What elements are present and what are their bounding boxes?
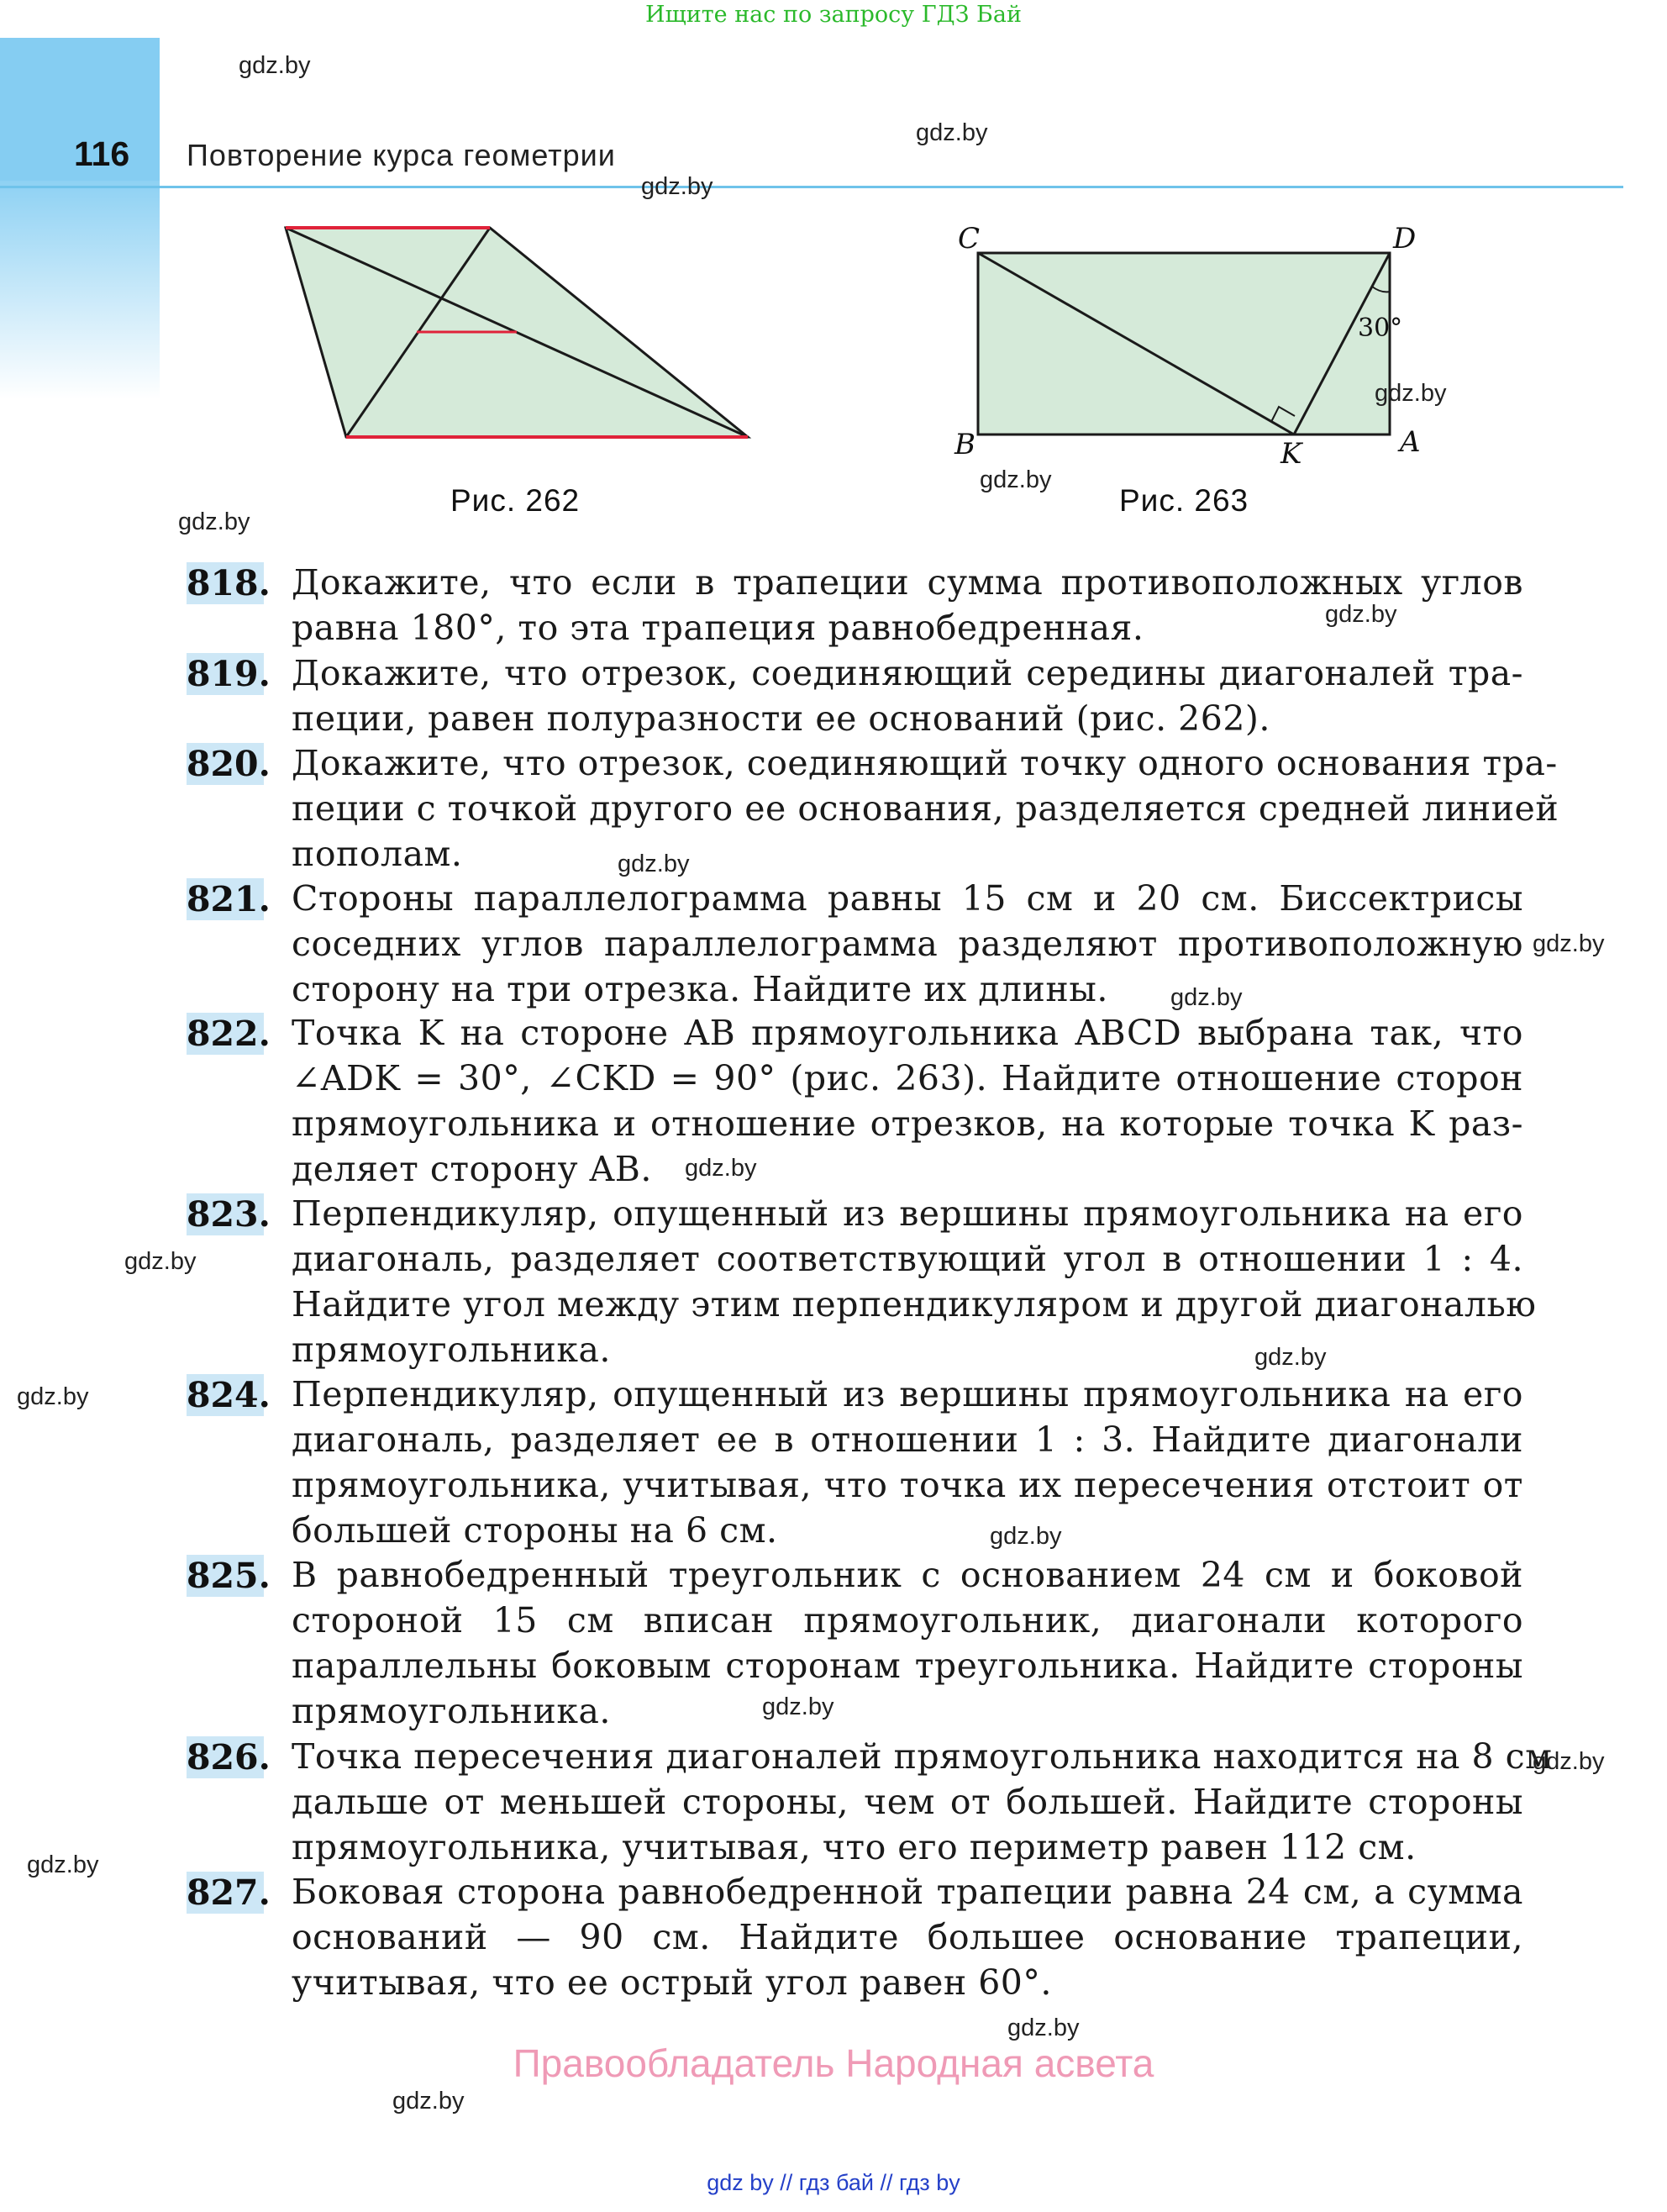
watermark: gdz.by xyxy=(1375,380,1447,407)
watermark: gdz.by xyxy=(762,1693,834,1720)
figure-263-rectangle xyxy=(941,214,1445,475)
problem-text-line: В равнобедренный треугольник с основанием 24 см и боковой xyxy=(292,1555,1523,1595)
problem-text-line: параллельны боковым сторонам треугольника. Найдите стороны xyxy=(292,1646,1523,1686)
problem-text-line: Стороны параллелограмма равны 15 см и 20 см. Биссектрисы xyxy=(292,878,1523,919)
problem-text-line: Точка пересечения диагоналей прямоугольника находится на 8 см xyxy=(292,1736,1553,1777)
problem-text-line: соседних углов параллелограмма разделяют противоположную xyxy=(292,924,1523,964)
label-K: K xyxy=(1280,437,1302,471)
page-header-title: Повторение курса геометрии xyxy=(187,138,616,172)
problem-text-line: диагональ, разделяет ее в отношении 1 : 3. Найдите диагонали xyxy=(292,1419,1523,1460)
label-D: D xyxy=(1393,222,1417,255)
problem-text-line: диагональ, разделяет соответствующий угол в отношении 1 : 4. xyxy=(292,1239,1523,1279)
problem-text-line: пеции с точкой другого ее основания, разделяется средней линией xyxy=(292,788,1559,829)
problem-number: 820. xyxy=(187,744,271,784)
copyright-owner: Правообладатель Народная асвета xyxy=(513,2041,1154,2085)
problem-text-line: Докажите, что отрезок, соединяющий точку одного основания тра- xyxy=(292,743,1558,783)
problem-text-line: сторону на три отрезка. Найдите их длины. xyxy=(292,969,1108,1009)
problem-number: 825. xyxy=(187,1556,271,1596)
label-A: A xyxy=(1400,425,1421,459)
watermark: gdz.by xyxy=(1325,601,1397,628)
watermark: gdz.by xyxy=(641,173,713,200)
watermark: gdz.by xyxy=(27,1851,99,1878)
label-B: B xyxy=(954,428,975,461)
top-banner: Ищите нас по запросу ГДЗ Бай xyxy=(645,2,1022,28)
problem-text-line: стороной 15 см вписан прямоугольник, диагонали которого xyxy=(292,1600,1523,1641)
watermark: gdz.by xyxy=(685,1155,757,1182)
header-divider xyxy=(0,186,1623,188)
page-corner-gradient xyxy=(0,181,160,399)
problem-number: 823. xyxy=(187,1194,271,1235)
problem-number: 824. xyxy=(187,1375,271,1415)
watermark: gdz.by xyxy=(1007,2014,1080,2041)
watermark: gdz.by xyxy=(980,466,1052,493)
watermark: gdz.by xyxy=(17,1383,89,1410)
problem-text-line: равна 180°, то эта трапеция равнобедренная. xyxy=(292,608,1144,648)
label-C: C xyxy=(958,222,981,255)
problem-text-line: ∠ADK = 30°, ∠CKD = 90° (рис. 263). Найдите отношение сторон xyxy=(292,1058,1523,1098)
watermark: gdz.by xyxy=(392,2088,465,2115)
problem-number: 821. xyxy=(187,879,271,919)
problem-text-line: оснований — 90 см. Найдите большее основание трапеции, xyxy=(292,1917,1523,1957)
figure-262-caption: Рис. 262 xyxy=(450,483,581,518)
problem-number: 826. xyxy=(187,1737,271,1778)
angle-label: 30° xyxy=(1358,313,1403,343)
footer-links[interactable]: gdz by // гдз бай // гдз by xyxy=(707,2170,960,2195)
watermark: gdz.by xyxy=(1170,984,1243,1011)
watermark: gdz.by xyxy=(124,1248,197,1275)
problem-text-line: прямоугольника, учитывая, что его периметр равен 112 см. xyxy=(292,1827,1417,1867)
problem-text-line: прямоугольника, учитывая, что точка их пересечения отстоит от xyxy=(292,1465,1523,1505)
problem-number: 819. xyxy=(187,654,271,694)
problem-text-line: прямоугольника и отношение отрезков, на которые точка K раз- xyxy=(292,1103,1523,1144)
problem-text-line: учитывая, что ее острый угол равен 60°. xyxy=(292,1962,1052,2003)
problem-text-line: пополам. xyxy=(292,834,463,874)
problem-number: 818. xyxy=(187,563,271,603)
problem-text-line: деляет сторону AB. xyxy=(292,1149,652,1189)
figure-263-caption: Рис. 263 xyxy=(1119,483,1249,518)
problem-text-line: дальше от меньшей стороны, чем от большей. Найдите стороны xyxy=(292,1782,1523,1822)
problem-text-line: Боковая сторона равнобедренной трапеции равна 24 см, а сумма xyxy=(292,1872,1523,1912)
problem-text-line: Докажите, что отрезок, соединяющий середины диагоналей тра- xyxy=(292,653,1523,693)
watermark: gdz.by xyxy=(1254,1344,1327,1371)
watermark: gdz.by xyxy=(990,1523,1062,1550)
problem-text-line: прямоугольника. xyxy=(292,1330,611,1370)
problem-text-line: Точка K на стороне AB прямоугольника ABCD выбрана так, что xyxy=(292,1013,1523,1053)
problem-text-line: большей стороны на 6 см. xyxy=(292,1510,778,1551)
watermark: gdz.by xyxy=(1533,1748,1605,1775)
watermark: gdz.by xyxy=(1533,930,1605,957)
rectangle-shape xyxy=(978,253,1390,434)
problem-text-line: Перпендикуляр, опущенный из вершины прямоугольника на его xyxy=(292,1374,1523,1414)
problem-text-line: Найдите угол между этим перпендикуляром и другой диагональю xyxy=(292,1284,1537,1325)
watermark: gdz.by xyxy=(916,119,988,146)
problem-text-line: Докажите, что если в трапеции сумма противоположных углов xyxy=(292,562,1523,603)
problem-number: 827. xyxy=(187,1872,271,1913)
page-number: 116 xyxy=(74,134,130,173)
problem-text-line: прямоугольника. xyxy=(292,1691,611,1731)
problem-number: 822. xyxy=(187,1014,271,1054)
problem-text-line: пеции, равен полуразности ее оснований (рис. 262). xyxy=(292,698,1270,739)
watermark: gdz.by xyxy=(618,851,690,877)
watermark: gdz.by xyxy=(178,508,250,535)
watermark: gdz.by xyxy=(239,52,311,79)
figure-262-trapezoid xyxy=(277,214,765,445)
problem-text-line: Перпендикуляр, опущенный из вершины прямоугольника на его xyxy=(292,1193,1523,1234)
